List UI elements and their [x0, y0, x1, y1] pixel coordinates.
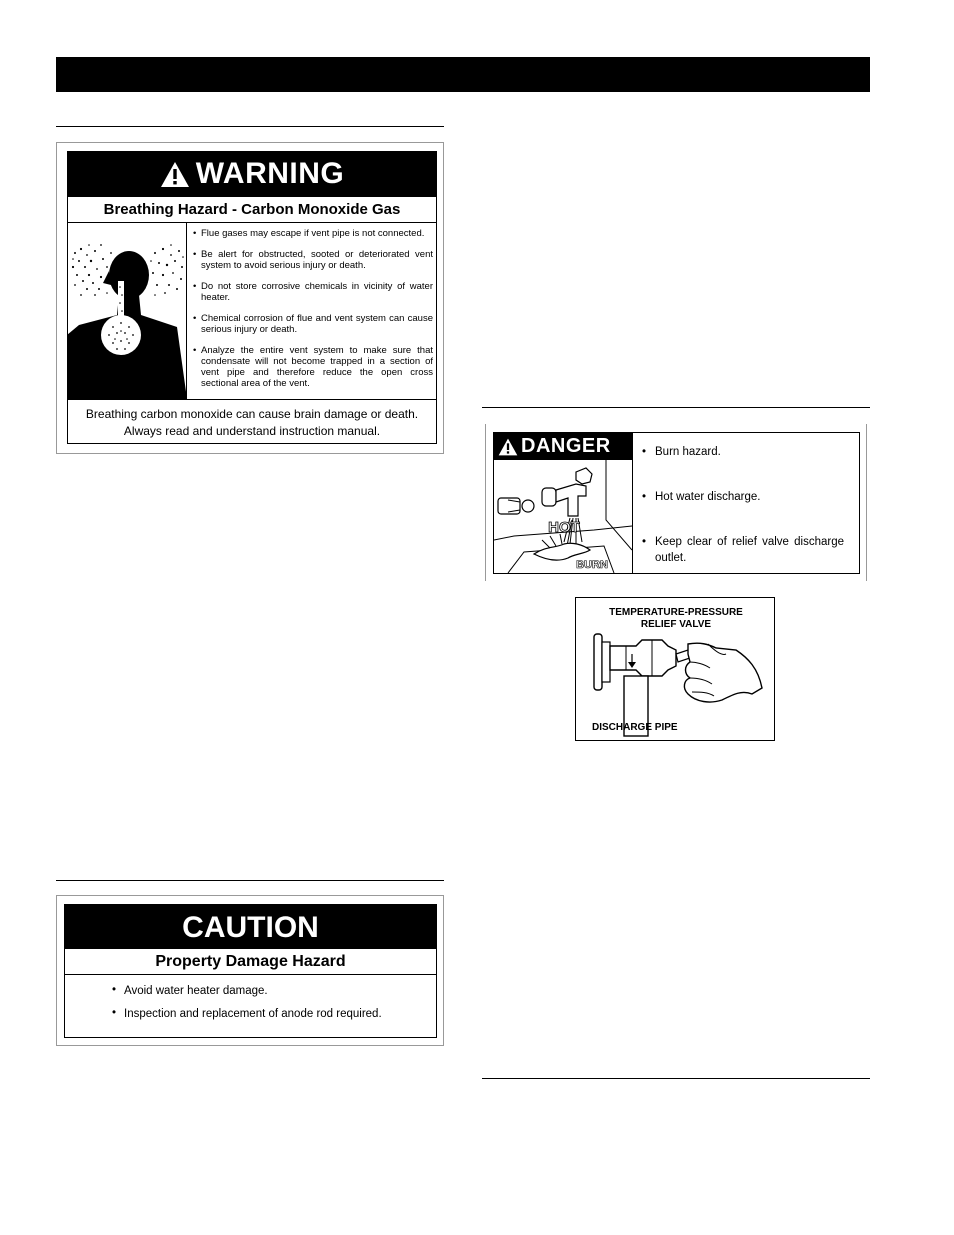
danger-item: • Hot water discharge.	[642, 489, 844, 505]
caution-subtitle: Property Damage Hazard	[64, 949, 437, 975]
warning-header	[67, 151, 437, 197]
list-item: • Be alert for obstructed, sooted or deteriorated vent system to avoid serious injury or death.	[193, 249, 433, 271]
warning-triangle-icon	[160, 161, 190, 188]
list-item: • Chemical corrosion of flue and vent system can cause serious injury or death.	[193, 313, 433, 335]
danger-item-text: Keep clear of relief valve discharge outlet.	[655, 536, 844, 564]
valve-label-line2: RELIEF VALVE	[640, 619, 712, 630]
danger-item: • Keep clear of relief valve discharge outlet.	[642, 536, 844, 564]
warning-hazard-list	[193, 228, 433, 399]
danger-title: DANGER	[521, 435, 611, 457]
warning-title: WARNING	[195, 157, 345, 190]
hot-text: HOT	[548, 519, 580, 536]
warning-triangle-icon	[498, 438, 518, 456]
person-inhaling-gas-icon	[67, 223, 187, 399]
danger-divider	[632, 433, 633, 573]
warning-footer	[67, 399, 437, 444]
list-item: • Inspection and replacement of anode rod required.	[112, 1008, 382, 1020]
caution-hazard-list	[112, 985, 382, 1031]
caution-title: CAUTION	[64, 904, 437, 949]
warning-footer-line1: Breathing carbon monoxide can cause brain damage or death.	[85, 407, 419, 421]
list-item: • Analyze the entire vent system to make sure that condensate will not become trapped in a section of vent pipe and therefore reduce the open cross sectional area of the vent.	[193, 345, 433, 389]
section-rule	[56, 126, 444, 127]
danger-item-text: Hot water discharge.	[655, 491, 761, 503]
discharge-pipe-label: DISCHARGE PIPE	[592, 722, 678, 733]
list-item: • Do not store corrosive chemicals in vicinity of water heater.	[193, 281, 433, 303]
warning-subtitle: Breathing Hazard - Carbon Monoxide Gas	[67, 197, 437, 223]
warning-footer-line2: Always read and understand instruction manual.	[123, 424, 381, 438]
valve-label-line1: TEMPERATURE-PRESSURE	[609, 607, 743, 618]
danger-item-text: Burn hazard.	[655, 446, 721, 458]
danger-header	[494, 433, 632, 460]
list-item: • Flue gases may escape if vent pipe is not connected.	[193, 228, 433, 239]
section-rule	[482, 1078, 870, 1079]
section-rule	[56, 880, 444, 881]
list-item: • Avoid water heater damage.	[112, 985, 382, 997]
burn-text: BURN	[576, 559, 608, 571]
relief-valve-hand-icon	[576, 598, 775, 741]
header-bar	[56, 57, 870, 92]
relief-valve-figure	[575, 597, 775, 741]
hot-water-faucet-burn-icon	[494, 460, 632, 573]
danger-item: • Burn hazard.	[642, 444, 844, 460]
section-rule	[482, 407, 870, 408]
